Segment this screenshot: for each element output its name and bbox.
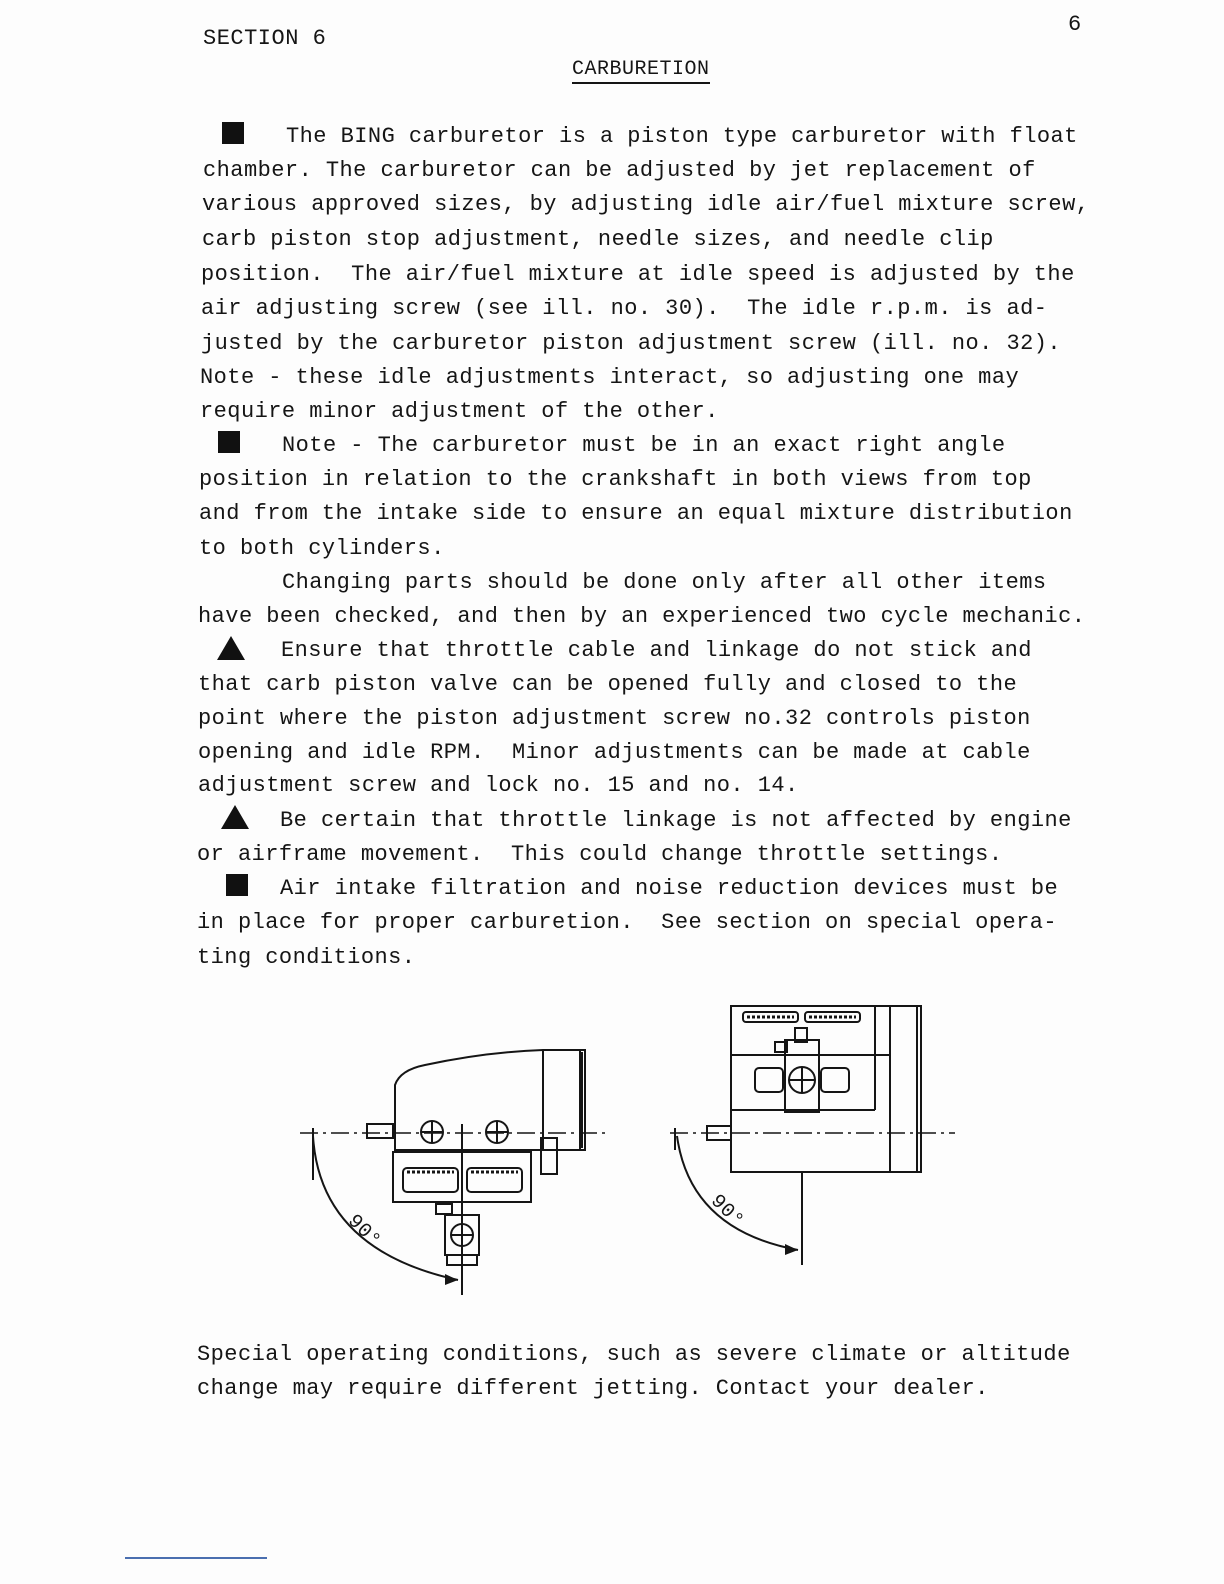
square-bullet-icon xyxy=(226,874,248,896)
text-line: in place for proper carburetion. See section on special opera- xyxy=(197,910,1058,935)
text-line: Air intake filtration and noise reduction devices must be xyxy=(280,876,1059,901)
page-number: 6 xyxy=(1068,12,1082,37)
text-line: point where the piston adjustment screw no.32 controls piston xyxy=(198,706,1031,731)
text-line: air adjusting screw (see ill. no. 30). The idle r.p.m. is ad- xyxy=(201,296,1048,321)
text-line: justed by the carburetor piston adjustment screw (ill. no. 32). xyxy=(201,331,1062,356)
text-line: Special operating conditions, such as severe climate or altitude xyxy=(197,1342,1071,1367)
text-line: have been checked, and then by an experienced two cycle mechanic. xyxy=(198,604,1086,629)
footer-rule xyxy=(125,1557,267,1559)
carburetor-top-view-diagram xyxy=(665,1000,965,1270)
page-title: CARBURETION xyxy=(572,58,710,84)
text-line: position. The air/fuel mixture at idle speed is adjusted by the xyxy=(201,262,1075,287)
text-line: or airframe movement. This could change throttle settings. xyxy=(197,842,1003,867)
text-line: that carb piston valve can be opened fully and closed to the xyxy=(198,672,1018,697)
text-line: chamber. The carburetor can be adjusted by jet replacement of xyxy=(203,158,1036,183)
text-line: and from the intake side to ensure an equal mixture distribution xyxy=(199,501,1073,526)
text-line: various approved sizes, by adjusting idle air/fuel mixture screw, xyxy=(202,192,1090,217)
text-line: carb piston stop adjustment, needle sizes, and needle clip xyxy=(202,227,994,252)
square-bullet-icon xyxy=(218,431,240,453)
text-line: Note - The carburetor must be in an exact right angle xyxy=(282,433,1006,458)
triangle-bullet-icon xyxy=(217,636,245,660)
angle-label-right: 90° xyxy=(705,1190,749,1233)
text-line: Note - these idle adjustments interact, so adjusting one may xyxy=(200,365,1020,390)
text-line: to both cylinders. xyxy=(199,536,445,561)
text-line: ting conditions. xyxy=(197,945,416,970)
text-line: The BING carburetor is a piston type carburetor with float xyxy=(286,124,1078,149)
text-line: require minor adjustment of the other. xyxy=(200,399,719,424)
section-label: SECTION 6 xyxy=(203,26,327,51)
text-line: Changing parts should be done only after all other items xyxy=(282,570,1047,595)
text-line: change may require different jetting. Contact your dealer. xyxy=(197,1376,989,1401)
text-line: Be certain that throttle linkage is not affected by engine xyxy=(280,808,1072,833)
carburetor-side-view-diagram xyxy=(295,1040,615,1300)
text-line: opening and idle RPM. Minor adjustments can be made at cable xyxy=(198,740,1031,765)
angle-label-left: 90° xyxy=(342,1210,386,1253)
text-line: adjustment screw and lock no. 15 and no. 14. xyxy=(198,773,799,798)
text-line: position in relation to the crankshaft in both views from top xyxy=(199,467,1032,492)
text-line: Ensure that throttle cable and linkage do not stick and xyxy=(281,638,1032,663)
triangle-bullet-icon xyxy=(221,805,249,829)
square-bullet-icon xyxy=(222,122,244,144)
